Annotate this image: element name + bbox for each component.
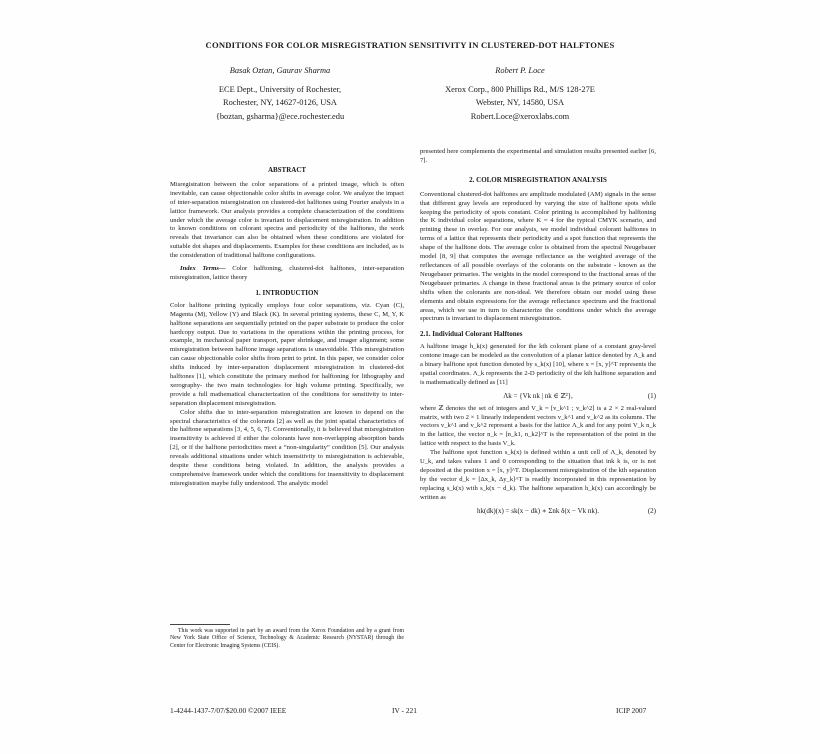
intro-paragraph-2: Color shifts due to inter-separation misregistration are known to depend on the spectral characteristics of the colorants [2] as well as the joint spatial characteristics of the halftone separations [3, 4, 5, 6, 7]. Conventionally, it is believed that misregistration insensitivity is achieved if either the colorants have non-overlapping absorption bands [2], or if the halftone periodicities meet a “non-singularity” condition [5]. Our analysis reveals additional situations under which insensitivity to misregistration is achievable, despite these conditions being violated. In addition, the analysis provides a comprehensive framework under which the conditions for insensitivity to displacement misregistration maybe fully understood. The analytic model [170, 408, 404, 487]
footnote-block [170, 624, 404, 650]
section-1-heading: 1. INTRODUCTION [255, 288, 319, 297]
footnote-rule [170, 624, 230, 625]
left-column [170, 166, 404, 489]
author-names: Basak Oztan, Gaurav Sharma [229, 66, 331, 75]
index-terms-text: Color halftoning, clustered-dot halftones, inter-separation misregistration, lattice theory [170, 265, 404, 281]
equation-1 [420, 392, 656, 401]
intro-continuation: presented here complements the experimental and simulation results presented earlier [6, 7]. [420, 148, 656, 164]
equation-2 [420, 507, 656, 516]
paper-title: CONDITIONS FOR COLOR MISREGISTRATION SENSITIVITY IN CLUSTERED-DOT HALFTONES [205, 40, 615, 50]
page-number: IV - 221 [392, 706, 417, 715]
authors-right [420, 64, 620, 123]
affiliation-line: Xerox Corp., 800 Phillips Rd., M/S 128-27E [445, 84, 595, 94]
index-terms-label: Index Terms— [180, 265, 226, 273]
abstract-text: Misregistration between the color separations of a printed image, which is often inevitable, can cause objectionable color shifts in average color. We analyze the impact of inter-separation misregistration on clustered-dot halftones using Fourier analysis in a lattice framework. Our analysis provides a complete characterization of the conditions under which the average color is invariant to displacement misregistration. In addition to known conditions on colorant spectra and periodicity of the halftones, the work reveals that invariance can also be obtained when these conditions are violated for suitable dot shapes and displacements. Examples for these conditions are included, as is the consideration of traditional halftone configurations. [170, 180, 404, 260]
affiliation-line: Webster, NY, 14580, USA [475, 98, 565, 107]
section-2-heading: 2. COLOR MISREGISTRATION ANALYSIS [469, 175, 607, 184]
footer-conference: ICIP 2007 [616, 706, 647, 715]
equation-2-number: (2) [647, 506, 656, 515]
footnote-text: This work was supported in part by an award from the Xerox Foundation and by a grant from New York State Office of Science, Technology & Academic Research (NYSTAR) through the Center for Electronic Imaging Systems (CEIS). [170, 628, 404, 649]
abstract-heading: ABSTRACT [267, 166, 307, 174]
section-2-1-paragraph-1: A halftone image h_k(x) generated for the kth colorant plane of a constant gray-level contone image can be modeled as the convolution of a planar lattice denoted by Λ_k and a binary halftone spot function denoted by s_k(x) [10], where x = [x, y]^T represents the spatial coordinates. Λ_k represents the 2-D periodicity of the kth halftone separation and is mathematically defined as [11] [420, 343, 656, 386]
section-2-1-paragraph-2: where ℤ denotes the set of integers and V_k = [v_k^1 ; v_k^2] is a 2 × 2 real-valued matrix, with two 2 × 1 linearly independent vectors v_k^1 and v_k^2 as its columns. The vectors v_k^1 and v_k^2 represent a basis for the lattice Λ_k and for any point V_k n_k in the lattice, the vector n_k = [n_k1, n_k2]^T is the representation of the point in the lattice with respect to the basis V_k. [420, 404, 656, 448]
affiliation-line: Rochester, NY, 14627-0126, USA [223, 98, 337, 107]
index-terms [170, 265, 404, 283]
author-names: Robert P. Loce [495, 66, 545, 75]
equation-1-number: (1) [647, 391, 656, 400]
footer-isbn: 1-4244-1437-7/07/$20.00 ©2007 IEEE [170, 706, 287, 715]
section-2-1-heading: 2.1. Individual Colorant Halftones [420, 330, 523, 339]
authors-left [180, 64, 380, 123]
equation-1-body: Λk = {Vk nk | nk ∈ ℤ²}, [503, 391, 573, 400]
equation-2-body: hk(dk)(x) = sk(x − dk) ∗ Σnk δ(x − Vk nk). [476, 506, 600, 515]
right-column [420, 148, 656, 520]
author-email: {boztan, gsharma}@ece.rochester.edu [215, 111, 345, 121]
intro-paragraph-1: Color halftone printing typically employs four color separations, viz. Cyan (C), Magenta (M), Yellow (Y) and Black (K). In several printing systems, these C, M, Y, K halftone separations are sequentially printed on the paper substrate to produce the color hardcopy output. Due to variations in the operations within the printing process, for example, in mechanical paper transport, paper shrinkage, and imager alignment; some misregistration between halftone image separations is unavoidable. This misregistration can cause objectionable color shifts from print to print. In this paper, we consider color shifts induced by inter-separation displacement misregistration in clustered-dot halftones [1], which constitute the primary method for halftoning for lithography and xerography- the two main technologies for high volume printing. Specifically, we provide a full mathematical characterization of the conditions for sensitivity to inter-separation displacement misregistration. [170, 301, 404, 407]
section-2-1-paragraph-3: The halftone spot function s_k(x) is defined within a unit cell of Λ_k, denoted by U_k, and takes values 1 and 0 corresponding to the situation that ink k is, or is not deposited at the position x = [x, y]^T. Displacement misregistration of the kth separation by the vector d_k = [Δx_k, Δy_k]^T is readily incorporated in this representation by replacing s_k(x) with s_k(x − d_k). The halftone separation h_k(x) can accordingly be written as [420, 449, 656, 501]
author-email: Robert.Loce@xeroxlabs.com [470, 111, 570, 121]
section-2-paragraph: Conventional clustered-dot halftones are amplitude modulated (AM) signals in the sense that different gray levels are reproduced by varying the size of halftone spots while keeping the periodicity of spots constant. Color printing is accomplished by halftoning the K individual color separations, where K = 4 for the typical CMYK scenario, and printing these in overlay. For our analysis, we model individual colorant halftones in terms of a lattice that represents their periodicity and a spot function that represents the shape of the halftone dots. The average color is obtained from the spectral Neugebauer model [8, 9] that computes the average reflectance as the weighted average of the reflectances of all possible overlays of the colorants on the substrate - known as the Neugebauer primaries. The weights in the model correspond to the fractional areas of the Neugebauer primaries. A change in these fractional areas is the primary source of color shifts when the colorants are non-ideal. We therefore obtain our model using these elements and obtain expressions for the average reflectance spectrum and the fractional areas, which we use in turn to characterize the conditions under which the average spectrum is invariant to displacement misregistration. [420, 190, 656, 323]
affiliation-line: ECE Dept., University of Rochester, [218, 84, 342, 94]
